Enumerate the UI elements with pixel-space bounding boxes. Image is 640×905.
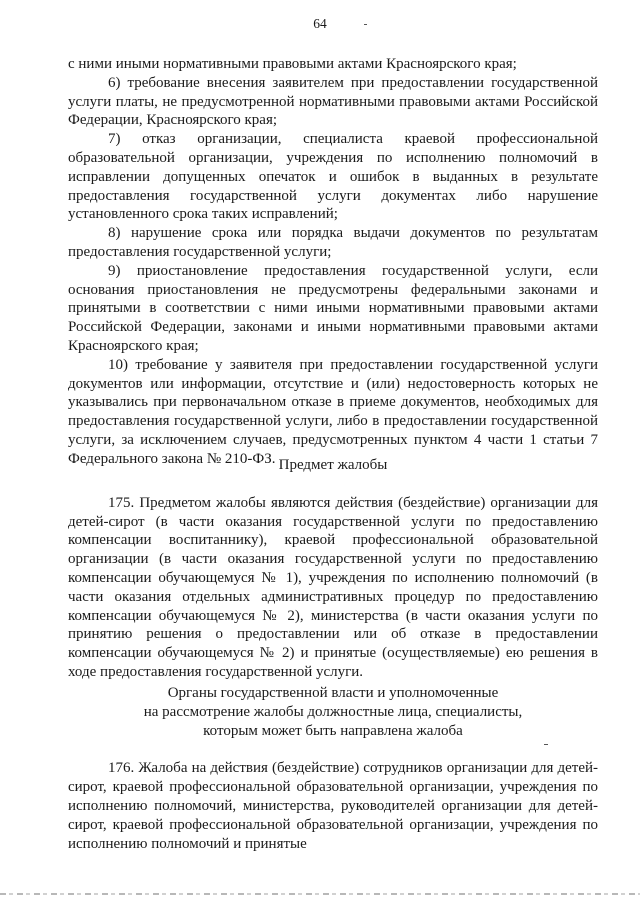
scan-mark: [364, 24, 367, 25]
section-heading-line: которым может быть направлена жалоба: [203, 722, 463, 739]
paragraph: 9) приостановление предоставления государственной услуги, если основания приостановления не предусмотрены федеральными законами и принятыми в соответствии с ними иными нормативными правовыми актами Российской Федерации, законами и иными нормативными правовыми актами Красноярского края;: [68, 262, 598, 354]
scan-edge-noise: [0, 893, 640, 895]
paragraph: с ними иными нормативными правовыми актами Красноярского края;: [68, 56, 517, 72]
paragraph: 176. Жалоба на действия (бездействие) сотрудников организации для детей-сирот, краевой профессиональной образовательной организации, учреждения по исполнению полномочий, министерства, руководителей организации для детей-сирот, краевой профессиональной образовательной организации, учреждения по исполнению полномочий и принятые: [68, 760, 598, 852]
page-number: 64: [313, 16, 327, 31]
section-heading-line: Органы государственной власти и уполномоченные: [167, 685, 499, 701]
section-heading: Предмет жалобы: [278, 457, 388, 473]
paragraph: 10) требование у заявителя при предоставлении государственной услуги документов или информации, отсутствие и (или) недостоверность которых не указывались при первоначальном отказе в приеме документов, необходимых для предоставления государственной услуги, либо в предоставлении государственной услуги, за исключением случаев, предусмотренных пунктом 4 части 1 статьи 7 Федерального закона № 210-ФЗ.: [68, 356, 598, 467]
paragraph: 8) нарушение срока или порядка выдачи документов по результатам предоставления государственной услуги;: [68, 225, 598, 260]
section-heading-line: на рассмотрение жалобы должностные лица, специалисты,: [143, 703, 523, 720]
paragraph: 175. Предметом жалобы являются действия (бездействие) организации для детей-сирот (в части оказания государственной услуги по предоставлению компенсации воспитаннику), краевой профессиональной образовательной организации (в части оказания государственной услуги по предоставлению компенсации обучающемуся № 1), учреждения по исполнению полномочий (в части оказания отдельных административных процедур по предоставлению компенсации обучающемуся № 2), министерства (в части оказания услуги по принятию решения о предоставлении или об отказе в предоставлении компенсации обучающемуся № 2) и принятые (осуществляемые) ею решения в ходе предоставления государственной услуги.: [68, 494, 598, 680]
paragraph-block-1: [68, 55, 598, 469]
section-subject: [68, 456, 598, 682]
scan-mark: [544, 744, 548, 745]
paragraph: 6) требование внесения заявителем при предоставлении государственной услуги платы, не предусмотренной нормативными правовыми актами Российской Федерации, Красноярского края;: [68, 74, 598, 129]
paragraph: 7) отказ организации, специалиста краевой профессиональной образовательной организации, учреждения по исполнению полномочий в исправлении допущенных опечаток и ошибок в выданных в результате предоставления государственной услуги документах либо нарушение установленного срока таких исправлений;: [68, 131, 598, 223]
section-authorities: [68, 684, 598, 853]
